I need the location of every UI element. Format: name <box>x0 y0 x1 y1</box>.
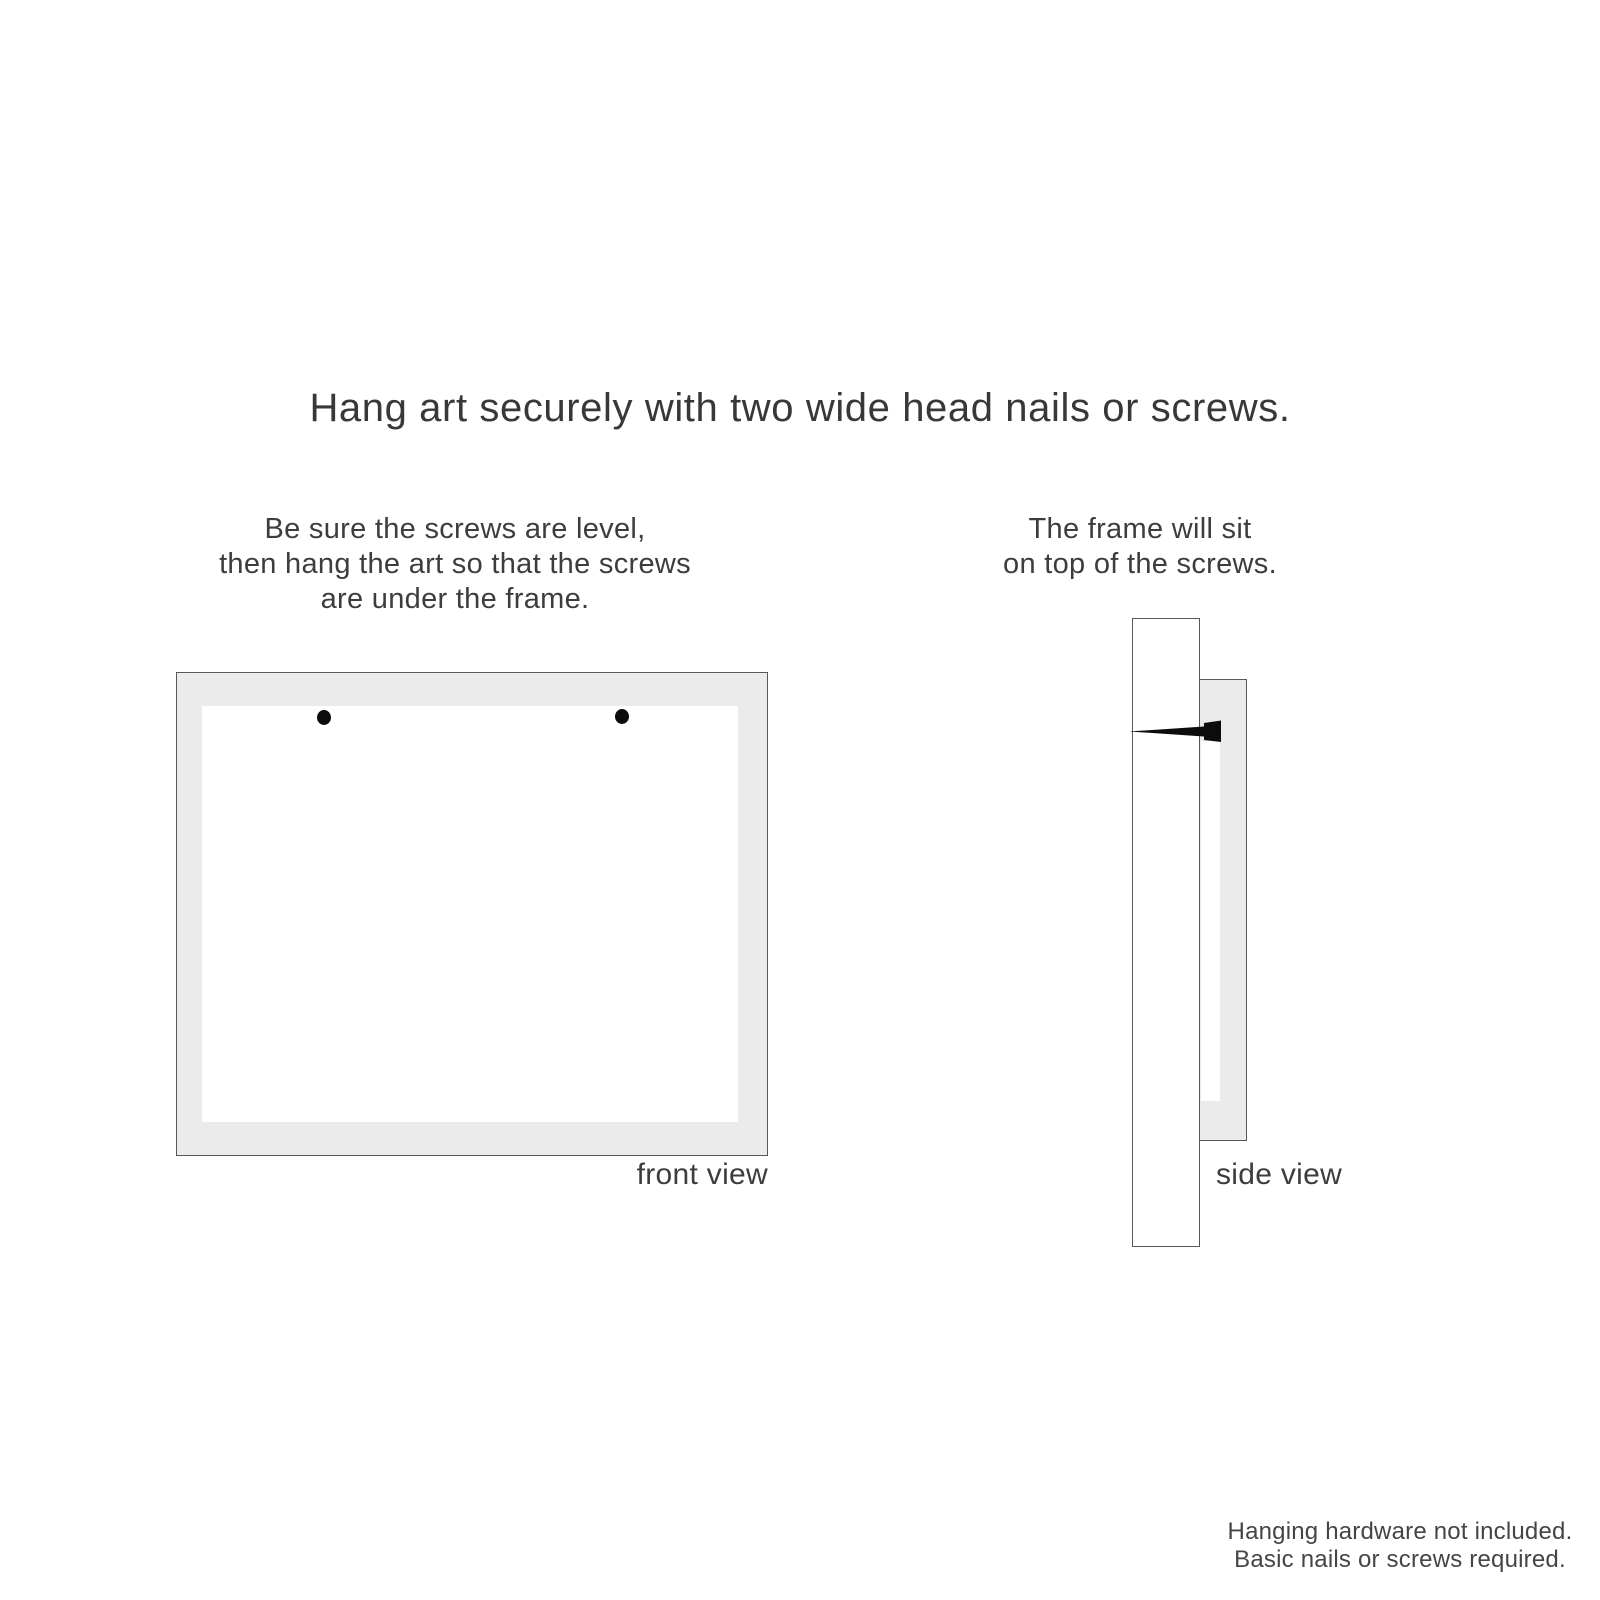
front-view-frame-diagram <box>176 672 768 1156</box>
side-view-wall <box>1132 618 1200 1247</box>
side-view-frame-inner-area <box>1201 741 1220 1101</box>
side-view-caption <box>960 512 1320 582</box>
side-caption-line-1: The frame will sit <box>1028 513 1252 545</box>
footer-line-1: Hanging hardware not included. <box>1227 1518 1573 1545</box>
front-view-caption <box>180 512 730 617</box>
side-view-frame-diagram <box>1199 679 1247 1141</box>
front-view-label: front view <box>636 1158 768 1191</box>
front-caption-line-3: are under the frame. <box>320 583 590 615</box>
side-view-label: side view <box>1216 1158 1343 1191</box>
footer-line-2: Basic nails or screws required. <box>1234 1546 1566 1573</box>
front-caption-line-1: Be sure the screws are level, <box>264 513 646 545</box>
screw-dot-icon <box>615 709 629 724</box>
page-title: Hang art securely with two wide head nails or screws. <box>309 386 1291 430</box>
nail-icon <box>1126 714 1224 746</box>
nail-shape <box>1129 721 1221 743</box>
front-view-mat-area <box>202 706 738 1122</box>
side-caption-line-2: on top of the screws. <box>1003 548 1277 580</box>
footer-note <box>1205 1518 1595 1574</box>
front-caption-line-2: then hang the art so that the screws <box>219 548 691 580</box>
screw-dot-icon <box>317 710 331 725</box>
